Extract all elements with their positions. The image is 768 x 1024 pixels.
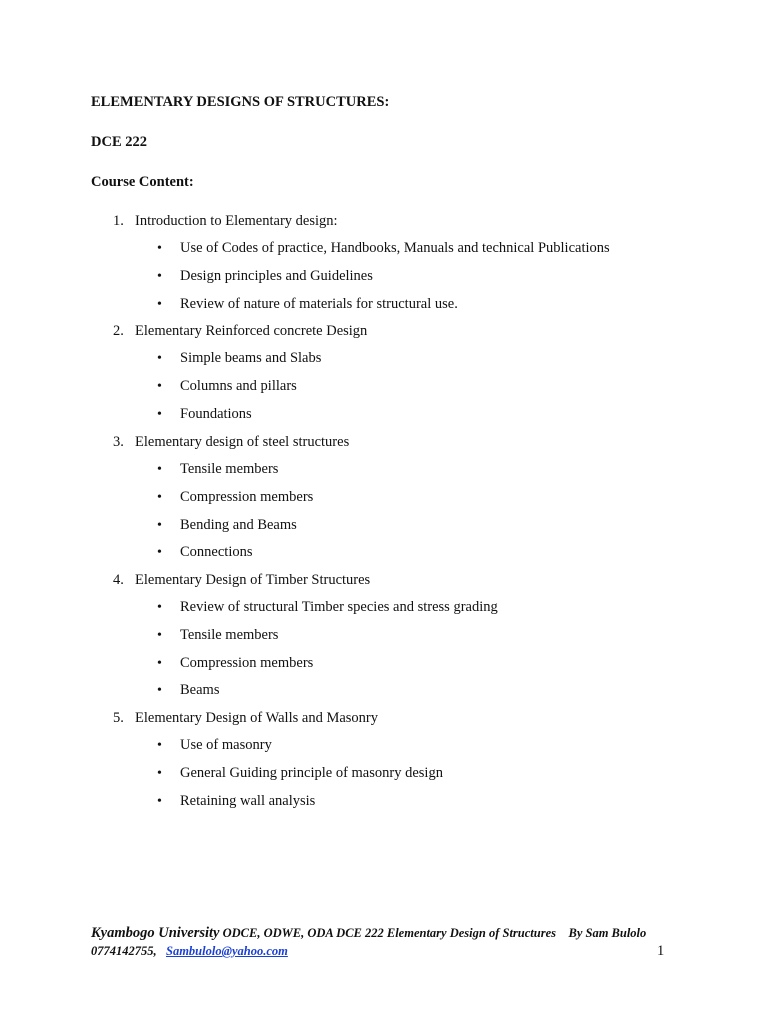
list-item (157, 268, 373, 285)
list-item-text: Tensile members (180, 626, 279, 643)
bullet-icon: • (157, 378, 162, 394)
course-code: DCE 222 (91, 134, 147, 150)
list-item-text: Tensile members (180, 461, 279, 477)
bullet-icon: • (157, 765, 162, 781)
section-title: Elementary Design of Timber Structures (135, 572, 371, 588)
footer-contact (91, 944, 288, 959)
footer-author: By Sam Bulolo (568, 926, 647, 940)
list-item (157, 461, 278, 478)
section-number: 5. (113, 710, 124, 726)
list-item (157, 378, 297, 395)
bullet-icon: • (157, 241, 162, 256)
list-item-text: Compression members (180, 654, 314, 671)
bullet-icon: • (157, 545, 162, 561)
list-item (157, 240, 610, 257)
footer-phone: 0774142755, (91, 944, 157, 958)
bullet-icon: • (157, 793, 162, 809)
footer-university: Kyambogo University (91, 925, 220, 941)
list-item (157, 544, 253, 561)
section-title: Elementary design of steel structures (135, 434, 350, 450)
bullet-icon: • (157, 462, 162, 477)
list-item-text: Columns and pillars (180, 377, 297, 394)
list-item-text: Use of Codes of practice, Handbooks, Manuals and technical Publications (180, 240, 610, 256)
list-item (157, 765, 443, 782)
list-item-text: Bending and Beams (180, 516, 297, 533)
section-number: 2. (113, 323, 124, 339)
bullet-icon: • (157, 655, 162, 671)
section-number: 1. (113, 213, 124, 229)
list-item (157, 517, 297, 534)
list-item-text: Retaining wall analysis (180, 792, 316, 809)
list-item (157, 406, 252, 423)
list-item-text: Design principles and Guidelines (180, 267, 373, 284)
course-content-label: Course Content: (91, 174, 194, 190)
bullet-icon: • (157, 351, 162, 366)
section-heading (113, 434, 349, 451)
list-item (157, 793, 315, 810)
section-number: 4. (113, 572, 124, 588)
list-item (157, 489, 313, 506)
section-title: Elementary Design of Walls and Masonry (135, 710, 378, 726)
list-item-text: Simple beams and Slabs (180, 350, 322, 366)
bullet-icon: • (157, 683, 162, 699)
list-item (157, 599, 498, 616)
footer-email-link[interactable]: Sambulolo@yahoo.com (166, 944, 288, 958)
list-item (157, 682, 219, 699)
list-item (157, 350, 321, 367)
bullet-icon: • (157, 489, 162, 505)
page-number: 1 (657, 943, 665, 959)
bullet-icon: • (157, 627, 162, 643)
list-item (157, 296, 458, 313)
list-item-text: Connections (180, 544, 253, 561)
section-heading (113, 213, 338, 230)
footer-programs: ODCE, ODWE, ODA DCE 222 Elementary Design of Structures (222, 926, 556, 940)
list-item-text: Compression members (180, 488, 314, 505)
list-item-text: Review of nature of materials for structural use. (180, 295, 458, 312)
footer-credit (91, 925, 646, 942)
section-number: 3. (113, 434, 124, 450)
section-title: Introduction to Elementary design: (135, 213, 338, 229)
bullet-icon: • (157, 517, 162, 533)
bullet-icon: • (157, 600, 162, 615)
list-item (157, 737, 272, 754)
list-item (157, 655, 313, 672)
document-title: ELEMENTARY DESIGNS OF STRUCTURES: (91, 94, 390, 110)
section-heading (113, 710, 378, 727)
list-item (157, 627, 278, 644)
list-item-text: Beams (180, 682, 220, 699)
section-title: Elementary Reinforced concrete Design (135, 323, 368, 339)
section-heading (113, 572, 370, 589)
section-heading (113, 323, 367, 340)
bullet-icon: • (157, 296, 162, 312)
list-item-text: General Guiding principle of masonry design (180, 764, 443, 781)
list-item-text: Review of structural Timber species and stress grading (180, 599, 498, 615)
list-item-text: Use of masonry (180, 737, 272, 753)
bullet-icon: • (157, 738, 162, 753)
bullet-icon: • (157, 268, 162, 284)
bullet-icon: • (157, 406, 162, 422)
list-item-text: Foundations (180, 405, 252, 422)
